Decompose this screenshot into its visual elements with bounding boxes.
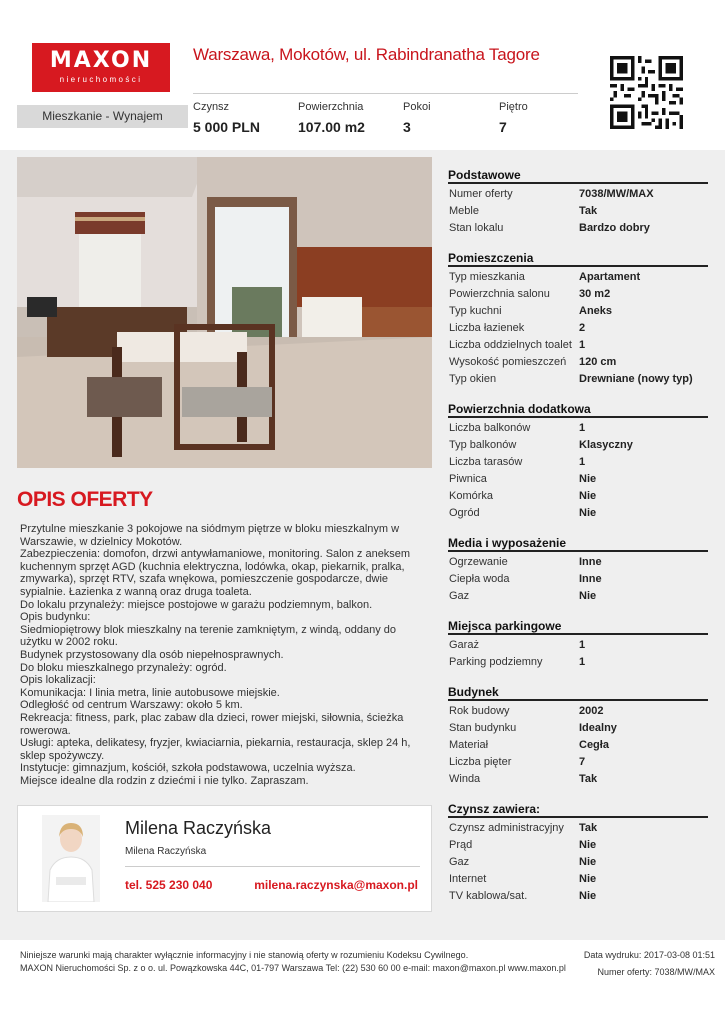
qr-code-icon[interactable] [610, 56, 683, 129]
detail-row [448, 820, 708, 837]
detail-row [448, 220, 708, 237]
stat-area [298, 100, 365, 137]
detail-value: 2002 [579, 705, 604, 717]
detail-value: 30 m2 [579, 288, 611, 300]
detail-value: Nie [579, 856, 597, 868]
detail-value: Klasyczny [579, 439, 633, 451]
offer-address: Warszawa, Mokotów, ul. Rabindranatha Tagore [193, 45, 540, 64]
detail-value: 7038/MW/MAX [579, 188, 654, 200]
detail-key: Powierzchnia salonu [449, 288, 550, 300]
section-heading: Media i wyposażenie [448, 536, 708, 552]
agent-email-link[interactable]: milena.raczynska@maxon.pl [254, 878, 418, 892]
header-divider [193, 93, 578, 94]
section-heading: Pomieszczenia [448, 251, 708, 267]
agent-subtitle: Milena Raczyńska [125, 846, 207, 857]
detail-value: Inne [579, 573, 602, 585]
detail-row [448, 371, 708, 388]
detail-value: 1 [579, 422, 586, 434]
detail-key: Typ kuchni [449, 305, 502, 317]
detail-value: Nie [579, 590, 597, 602]
agent-divider [125, 866, 420, 867]
agent-name: Milena Raczyńska [125, 818, 272, 838]
stat-value: 5 000 PLN [193, 119, 260, 135]
detail-row [448, 471, 708, 488]
detail-value: Drewniane (nowy typ) [579, 373, 693, 385]
detail-key: Ogrzewanie [449, 556, 508, 568]
detail-row [448, 837, 708, 854]
detail-key: Ciepła woda [449, 573, 510, 585]
detail-key: Rok budowy [449, 705, 510, 717]
stat-label: Powierzchnia [298, 101, 364, 113]
detail-value: Idealny [579, 722, 617, 734]
detail-key: Typ okien [449, 373, 497, 385]
detail-value: Aneks [579, 305, 613, 317]
detail-row [448, 437, 708, 454]
logo-brand: MAXON [49, 48, 153, 73]
detail-value: 1 [579, 656, 586, 668]
section-parking [448, 619, 708, 671]
agent-avatar-image [42, 815, 100, 902]
detail-row [448, 554, 708, 571]
stat-label: Piętro [499, 101, 528, 113]
detail-value: Nie [579, 873, 597, 885]
detail-row [448, 303, 708, 320]
agent-card [17, 805, 432, 912]
detail-key: Liczba łazienek [449, 322, 525, 334]
section-budynek [448, 685, 708, 788]
footer-company-info: MAXON Nieruchomości Sp. z o o. ul. Powązkowska 44C, 01-797 Warszawa Tel: (22) 530 60 00 e-mail: maxon@maxon.pl www.maxon.pl [20, 963, 566, 973]
description-title: OPIS OFERTY [17, 488, 153, 511]
detail-value: 1 [579, 339, 586, 351]
stat-rooms [403, 100, 431, 137]
detail-row [448, 871, 708, 888]
detail-value: Apartament [579, 271, 641, 283]
stat-label: Czynsz [193, 101, 230, 113]
section-powierzchnia-dodatkowa [448, 402, 708, 522]
detail-value: Nie [579, 490, 597, 502]
detail-row [448, 488, 708, 505]
detail-key: Gaz [449, 590, 470, 602]
detail-row [448, 571, 708, 588]
detail-row [448, 654, 708, 671]
agent-phone-link[interactable]: tel. 525 230 040 [125, 878, 213, 892]
detail-value: 120 cm [579, 356, 617, 368]
stat-value: 3 [403, 119, 411, 135]
detail-value: Cegła [579, 739, 609, 751]
detail-row [448, 203, 708, 220]
detail-key: Internet [449, 873, 487, 885]
detail-key: Liczba pięter [449, 756, 512, 768]
detail-row [448, 454, 708, 471]
detail-row [448, 505, 708, 522]
detail-value: Nie [579, 473, 597, 485]
detail-key: Stan budynku [449, 722, 517, 734]
detail-row [448, 737, 708, 754]
detail-key: Winda [449, 773, 481, 785]
property-photo-image [17, 157, 432, 468]
detail-key: Liczba oddzielnych toalet [449, 339, 572, 351]
detail-value: 7 [579, 756, 586, 768]
detail-row [448, 286, 708, 303]
detail-row [448, 854, 708, 871]
section-media [448, 536, 708, 605]
section-podstawowe [448, 168, 708, 237]
detail-value: Inne [579, 556, 602, 568]
detail-value: Tak [579, 205, 598, 217]
detail-value: Nie [579, 839, 597, 851]
detail-value: Tak [579, 773, 598, 785]
stat-rent [193, 100, 260, 137]
stat-value: 107.00 m2 [298, 119, 365, 135]
section-heading: Czynsz zawiera: [448, 802, 708, 818]
detail-key: Liczba balkonów [449, 422, 531, 434]
section-pomieszczenia [448, 251, 708, 388]
detail-key: Piwnica [449, 473, 487, 485]
detail-key: Typ mieszkania [449, 271, 525, 283]
stat-floor [499, 100, 528, 137]
detail-value: 1 [579, 456, 586, 468]
property-photo[interactable] [17, 157, 432, 468]
detail-key: Typ balkonów [449, 439, 517, 451]
detail-key: Garaż [449, 639, 479, 651]
detail-row [448, 703, 708, 720]
stat-value: 7 [499, 119, 507, 135]
detail-row [448, 888, 708, 905]
detail-key: Numer oferty [449, 188, 513, 200]
detail-row [448, 186, 708, 203]
detail-key: Parking podziemny [449, 656, 543, 668]
detail-value: 2 [579, 322, 586, 334]
detail-row [448, 637, 708, 654]
logo-sub: nieruchomości [59, 75, 143, 84]
detail-value: Tak [579, 822, 598, 834]
section-heading: Powierzchnia dodatkowa [448, 402, 708, 418]
footer-offer-number: Numer oferty: 7038/MW/MAX [597, 967, 715, 977]
stat-label: Pokoi [403, 101, 431, 113]
detail-value: Nie [579, 507, 597, 519]
detail-key: Czynsz administracyjny [449, 822, 564, 834]
detail-row [448, 354, 708, 371]
section-czynsz-zawiera [448, 802, 708, 905]
section-heading: Miejsca parkingowe [448, 619, 708, 635]
detail-key: Ogród [449, 507, 480, 519]
footer-disclaimer: Niniejsze warunki mają charakter wyłącznie informacyjny i nie stanowią oferty w rozumieniu Kodeksu Cywilnego. [20, 950, 469, 960]
description-text: Przytulne mieszkanie 3 pokojowe na siódmym piętrze w bloku mieszkalnym w Warszawie, w dzielnicy Mokotów. Zabezpieczenia: domofon, drzwi antywłamaniowe, monitoring. Salon z aneksem kuchennym sprzęt AGD (kuchnia elektryczna, lodówka, okap, piekarnik, pralka, zmywarka), sprzęt RTV, szafa wnękowa, pomieszczenie gospodarcze, dwie sypialnie. Łazienka z wanną oraz druga toaleta. Do lokalu przynależy: miejsce postojowe w garażu podziemnym, balkon. Opis budynku: Siedmiopiętrowy blok mieszkalny na terenie zamkniętym, z windą, oddany do użytku w 2002 roku. Budynek przystosowany dla osób niepełnosprawnych. Do bloku mieszkalnego przynależy: ogród. Opis lokalizacji: Komunikacja: I linia metra, linie autobusowe miejskie. Odległość od centrum Warszawy: około 5 km. Rekreacja: fitness, park, plac zabaw dla dzieci, rower miejski, siłownia, ścieżka rowerowa. Usługi: apteka, delikatesy, fryzjer, kwiaciarnia, piekarnia, restauracja, sklep 24 h, sklep spożywczy. Instytucje: gimnazjum, kościół, szkoła podstawowa, uczelnia wyższa. Miejsce idealne dla rodzin z dziećmi i nie tylko. Zapraszam. [20, 523, 411, 787]
detail-row [448, 269, 708, 286]
detail-key: Meble [449, 205, 479, 217]
section-heading: Podstawowe [448, 168, 708, 184]
detail-key: Materiał [449, 739, 489, 751]
section-heading: Budynek [448, 685, 708, 701]
detail-row [448, 420, 708, 437]
detail-key: Prąd [449, 839, 473, 851]
detail-key: Komórka [449, 490, 494, 502]
maxon-logo[interactable] [32, 43, 170, 92]
detail-key: TV kablowa/sat. [449, 890, 528, 902]
detail-row [448, 754, 708, 771]
detail-row [448, 320, 708, 337]
detail-value: Nie [579, 890, 597, 902]
detail-key: Gaz [449, 856, 470, 868]
footer-print-date: Data wydruku: 2017-03-08 01:51 [583, 950, 715, 960]
detail-row [448, 337, 708, 354]
detail-key: Liczba tarasów [449, 456, 523, 468]
detail-row [448, 771, 708, 788]
agent-avatar [42, 815, 100, 902]
detail-value: 1 [579, 639, 586, 651]
detail-key: Stan lokalu [449, 222, 504, 234]
detail-row [448, 588, 708, 605]
detail-key: Wysokość pomieszczeń [449, 356, 567, 368]
detail-row [448, 720, 708, 737]
listing-type-badge: Mieszkanie - Wynajem [17, 105, 188, 128]
details-column [448, 168, 708, 905]
detail-value: Bardzo dobry [579, 222, 650, 234]
